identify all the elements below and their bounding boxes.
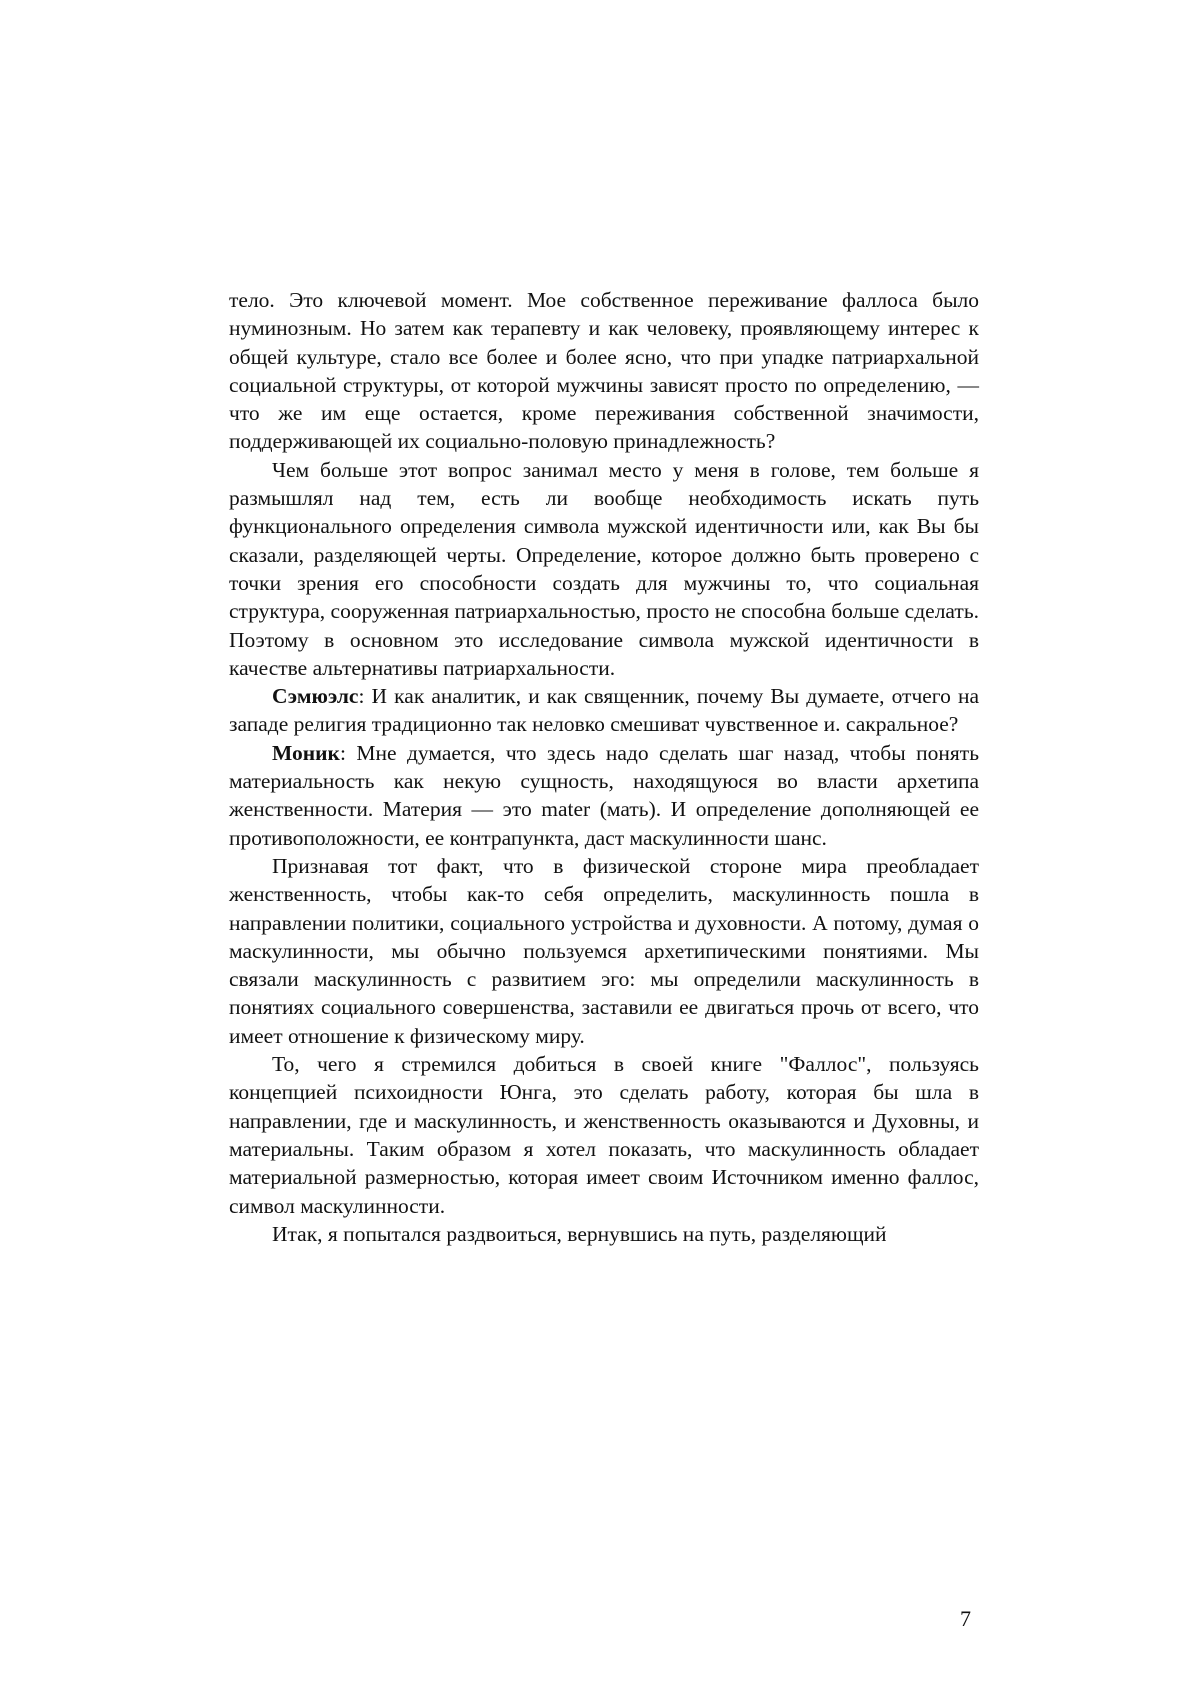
paragraph-2: [229, 456, 979, 682]
paragraph-text: Чем больше этот вопрос занимал место у меня в голове, тем больше я размышлял над тем, есть ли вообще необходимость искать путь функционального определения символа мужской идентичности или, как Вы бы сказали, разделяющей черты. Определение, которое должно быть проверено с точки зрения его способности создать для мужчины то, что социальная структура, сооруженная патриархальностью, просто не способна больше сделать. Поэтому в основном это исследование символа мужской идентичности в качестве альтернативы патриархальности.: [229, 457, 979, 680]
paragraph-text: : Мне думается, что здесь надо сделать шаг назад, чтобы понять материальность как некую сущность, находящуюся во власти архетипа женственности. Материя — это mater (мать). И определение дополняющей ее противоположности, ее контрапункта, даст маскулинности шанс.: [229, 740, 979, 850]
paragraph-text: тело. Это ключевой момент. Мое собственное переживание фаллоса было нуминозным. Но затем как терапевту и как человеку, проявляющему интерес к общей культуре, стало все более и более ясно, что при упадке патриархальной социальной структуры, от которой мужчины зависят просто по определению, — что же им еще остается, кроме переживания собственной значимости, поддерживающей их социально-половую принадлежность?: [229, 288, 979, 454]
paragraph-text: Признавая тот факт, что в физической стороне мира преобладает женственность, чтобы как-то себя определить, маскулинность пошла в направлении политики, социального устройства и духовности. А потому, думая о маскулинности, мы обычно пользуемся архетипическими понятиями. Мы связали маскулинность с развитием эго: мы определили маскулинность в понятиях социального совершенства, заставили ее двигаться прочь от всего, что имеет отношение к физическому миру.: [229, 853, 979, 1048]
speaker-name: Сэмюэлс: [272, 684, 359, 709]
paragraph-6: [229, 1050, 979, 1220]
paragraph-text: Итак, я попытался раздвоиться, вернувшись на путь, разделяющий: [272, 1221, 887, 1246]
page-text: [229, 286, 979, 1248]
paragraph-text: То, чего я стремился добиться в своей книге "Фаллос", пользуясь концепцией психоидности Юнга, это сделать работу, которая бы шла в направлении, где и маскулинность, и женственность оказываются и Духовны, и материальны. Таким образом я хотел показать, что маскулинность обладает материальной размерностью, которая имеет своим Источником именно фаллос, символ маскулинности.: [229, 1052, 979, 1218]
paragraph-1: [229, 286, 979, 456]
paragraph-5: [229, 852, 979, 1050]
paragraph-7: [229, 1220, 979, 1248]
speaker-name: Моник: [272, 740, 340, 765]
paragraph-3: [229, 682, 979, 739]
paragraph-text: : И как аналитик, и как священник, почему Вы думаете, отчего на западе религия традиционно так неловко смешиват чувственное и. сакральное?: [229, 684, 979, 737]
paragraph-4: [229, 739, 979, 852]
page-number: 7: [960, 1606, 971, 1631]
